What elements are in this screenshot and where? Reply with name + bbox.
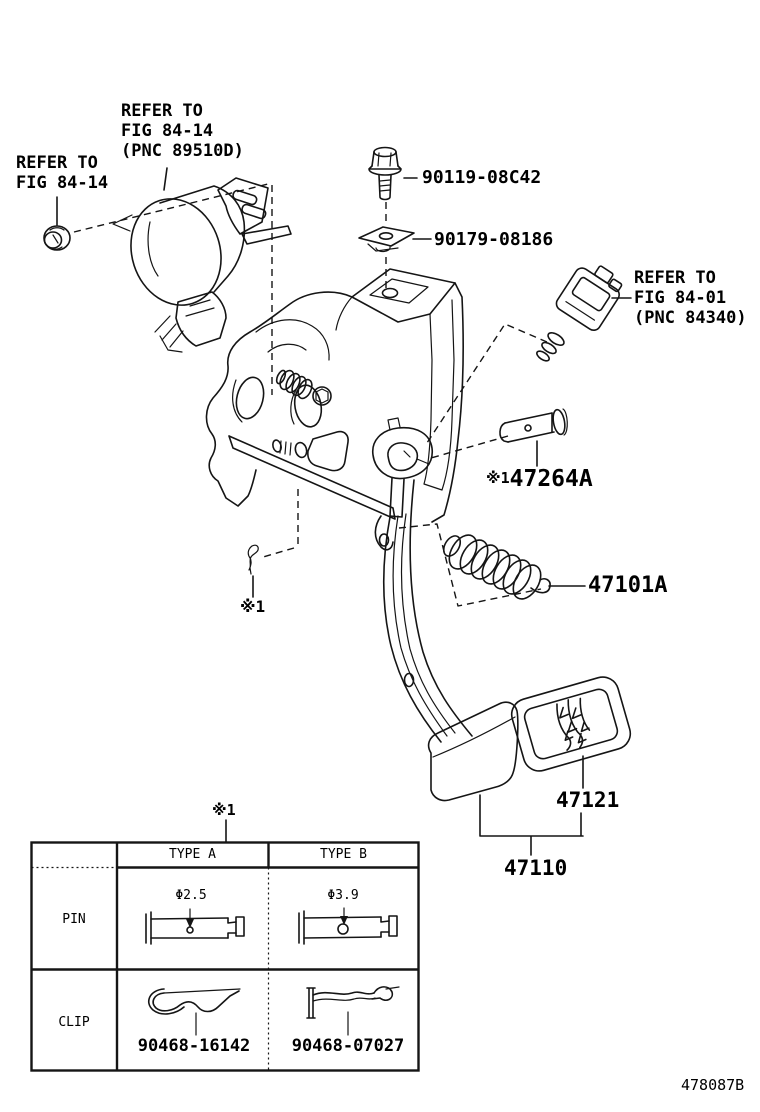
rubber-pad-drawing bbox=[508, 673, 634, 774]
refer-note-left bbox=[16, 153, 108, 193]
pedal-arm-drawing bbox=[375, 480, 472, 742]
pedal-pad-drawing bbox=[429, 702, 518, 800]
clip-type-b-drawing bbox=[307, 987, 399, 1035]
table-row-label-clip: CLIP bbox=[58, 1015, 90, 1030]
table-header-type-a: TYPE A bbox=[169, 847, 216, 862]
clip-type-b-part-number: 90468-07027 bbox=[291, 1036, 405, 1056]
refer-note-left-line1: REFER TO bbox=[16, 153, 98, 173]
refer-note-switch-line3: (PNC 84340) bbox=[634, 308, 747, 329]
table-ref-mark: ※1 bbox=[212, 801, 236, 819]
pin-type-a-diameter: Φ2.5 bbox=[175, 888, 207, 903]
switch-connector-drawing bbox=[535, 256, 628, 363]
refer-note-switch bbox=[634, 268, 747, 328]
refer-note-sensor bbox=[121, 101, 244, 161]
refer-note-left-line2: FIG 84-14 bbox=[16, 173, 109, 194]
pedal-pin-number: 47264A bbox=[509, 466, 593, 492]
clip-type-a-part-number: 90468-16142 bbox=[137, 1036, 251, 1056]
refer-note-sensor-line1: REFER TO bbox=[121, 101, 203, 121]
nut-plate-drawing bbox=[359, 227, 414, 252]
part-label-bolt: 90119-08C42 bbox=[422, 167, 542, 188]
pedal-bracket-drawing bbox=[206, 269, 463, 522]
pin-drawing bbox=[500, 409, 567, 442]
drawing-code: 478087B bbox=[681, 1076, 745, 1094]
bolt-drawing bbox=[369, 148, 401, 200]
mount-direction-arrow bbox=[113, 215, 132, 231]
part-label-pad: 47121 bbox=[556, 788, 620, 812]
part-label-pedal-pin bbox=[486, 466, 593, 493]
part-label-pedal-assy: 47110 bbox=[504, 856, 568, 880]
leader-lines bbox=[57, 168, 631, 855]
refer-note-switch-line1: REFER TO bbox=[634, 268, 716, 288]
pin-type-b-drawing bbox=[299, 908, 397, 944]
grommet-drawing bbox=[44, 226, 70, 250]
part-label-spring: 47101A bbox=[588, 573, 668, 598]
refer-note-switch-line2: FIG 84-01 bbox=[634, 288, 727, 309]
pin-type-b-diameter: Φ3.9 bbox=[327, 888, 359, 903]
refer-note-sensor-line2: FIG 84-14 bbox=[121, 121, 214, 142]
clip-drawing bbox=[248, 545, 258, 574]
part-label-nut-plate: 90179-08186 bbox=[434, 229, 554, 250]
clip-ref-mark: ※1 bbox=[240, 597, 266, 616]
spring-drawing bbox=[440, 530, 550, 604]
clip-type-a-drawing bbox=[149, 989, 240, 1035]
refer-note-sensor-line3: (PNC 89510D) bbox=[121, 141, 244, 162]
pin-type-a-drawing bbox=[146, 909, 244, 944]
table-row-label-pin: PIN bbox=[62, 912, 86, 927]
pedal-pin-ref-mark: ※1 bbox=[486, 469, 510, 487]
table-header-type-b: TYPE B bbox=[320, 847, 367, 862]
